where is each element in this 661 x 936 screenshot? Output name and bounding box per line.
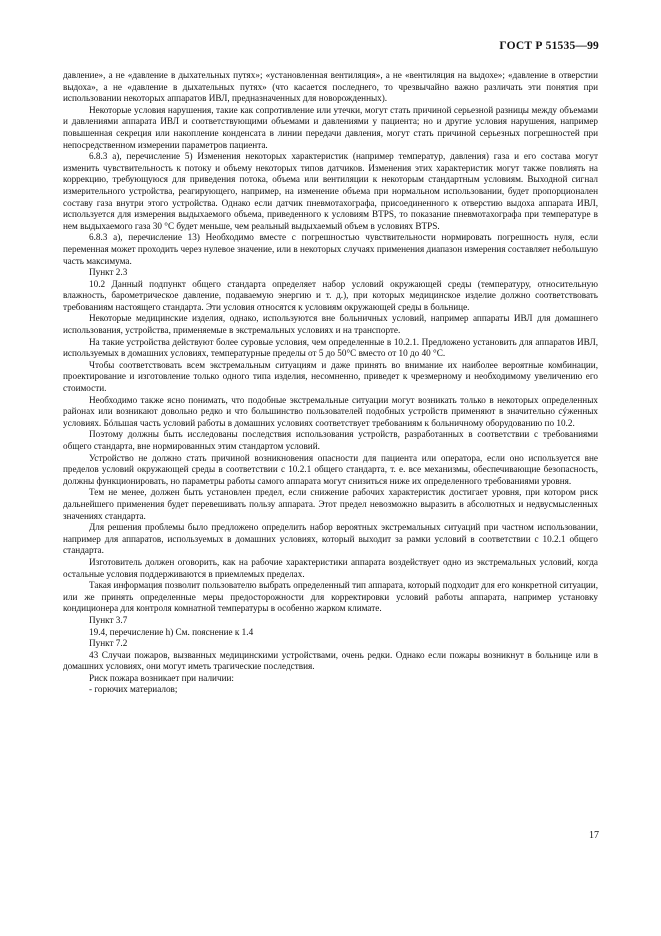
paragraph: Чтобы соответствовать всем экстремальным ситуациям и даже принять во внимание их наиболее вероятные комбинации, проектирование и изготовление только одного типа изделия, несомненно, приведет к чрезмерному и необходимому увеличению его стоимости. (63, 359, 598, 394)
paragraph: Устройство не должно стать причиной возникновения опасности для пациента или оператора, если оно используется вне пределов условий окружающей среды в соответствии с 10.2.1 общего стандарта, т. е. все механизмы, обеспечивающие безопасность, должны функционировать, но параметры работы самого аппарата могут снизиться ниже их определенного требованиями уровня. (63, 452, 598, 486)
paragraph: Некоторые условия нарушения, такие как сопротивление или утечки, могут стать причиной серьезной разницы между объемами и давлениями аппарата ИВЛ и соответствующими объемами и давлениями у пациента; но и другие условия нарушения, например повышенная секреция или накопление конденсата в линии передачи давления, могут стать причиной серьезных погрешностей при непосредственном измерении параметров пациента. (63, 104, 598, 150)
paragraph: Изготовитель должен оговорить, как на рабочие характеристики аппарата воздействует одно из экстремальных условий, когда остальные условия поддерживаются в приемлемых пределах. (63, 556, 598, 579)
paragraph: 6.8.3 а), перечисление 5) Изменения некоторых характеристик (например температур, давления) газа и его состава могут изменить чувствительность к потоку и объему некоторых типов датчиков. Изменения этих характеристик могут также повлиять на коррекцию, требующуюся для приведения потока, объема или вентиляции к некоторым стандартным условиям. Выходной сигнал измерительного устройства, реагирующего, например, на изменение объема при нормальном использовании, будет пропорционален составу газа внутри этого устройства. Однако если датчик пневмотахографа, присоединенного к отверстию выдоха аппарата ИВЛ, используется для измерения выдыхаемого объема, приведенного к условиям BTPS, то показание пневмотахографа при температуре в нем выдыхаемого газа 30 °С будет меньше, чем реальный выдыхаемый объем в условиях BTPS. (63, 151, 598, 231)
paragraph: - горючих материалов; (89, 684, 178, 695)
paragraph: 43 Случаи пожаров, вызванных медицинскими устройствами, очень редки. Однако если пожары возникнут в больнице или в домашних условиях, они могут иметь трагические последствия. (63, 649, 598, 672)
paragraph: Тем не менее, должен быть установлен предел, если снижение рабочих характеристик достигает уровня, при котором риск дальнейшего применения будет перевешивать пользу аппарата. Этот предел невозможно выразить в абсолютных и недвусмысленных значениях стандарта. (63, 487, 598, 521)
paragraph: Некоторые медицинские изделия, однако, используются вне больничных условий, например аппараты ИВЛ для домашнего использования, устройства, применяемые в экстремальных условиях и на транспорте. (63, 313, 598, 336)
paragraph: Для решения проблемы было предложено определить набор вероятных экстремальных ситуаций при частном использовании, например для аппаратов, используемых в домашних условиях, который выходит за рамки условий в соответствии с 10.2.1 общего стандарта. (63, 522, 598, 556)
paragraph: 19.4, перечисление h) См. пояснение к 1.4 (89, 626, 254, 637)
paragraph: Необходимо также ясно понимать, что подобные экстремальные ситуации могут возникать только в некоторых определенных районах или возникают довольно редко и что большинство пользователей подобных устройств применяют в значительно сýженных условиях. Бóльшая часть условий работы в домашних условиях соответствует требованиям к больничному оборудованию по 10.2. (63, 394, 598, 428)
paragraph: Такая информация позволит пользователю выбрать определенный тип аппарата, который подходит для его конкретной ситуации, или же принять определенные меры предосторожности для корректировки условий работы аппарата, например установку кондиционера для контроля комнатной температуры в особенно жарком климате. (63, 580, 598, 614)
document-header: ГОСТ Р 51535—99 (499, 40, 599, 52)
paragraph: давление», а не «давление в дыхательных путях»; «установленная вентиляция», а не «вентиляция на выдохе»; «давление в отверстии выдоха», а не «давление в дыхательных путях» (что касается последнего, то чрезвычайно важно различать эти понятия при использовании некоторых аппаратов ИВЛ, предназначенных для новорожденных). (63, 70, 598, 104)
page-number: 17 (589, 830, 599, 841)
paragraph: Пункт 3.7 (89, 614, 128, 625)
paragraph: Пункт 7.2 (89, 638, 128, 649)
paragraph: 10.2 Данный подпункт общего стандарта определяет набор условий окружающей среды (температуру, относительную влажность, барометрическое давление, подаваемую энергию и т. д.), при которых медицинское изделие должно соответствовать требованиям настоящего стандарта. Эти условия относятся к условиям окружающей среды в больнице. (63, 278, 598, 312)
paragraph: 6.8.3 а), перечисление 13) Необходимо вместе с погрешностью чувствительности нормировать погрешность нуля, если переменная может проходить через нулевое значение, или в некоторых случаях применения диапазон измерения составляет небольшую часть максимума. (63, 232, 598, 266)
paragraph: Поэтому должны быть исследованы последствия использования устройств, разработанных в соответствии с требованиями общего стандарта, вне нормированных этим стандартом условий. (63, 429, 598, 451)
paragraph: Пункт 2.3 (89, 267, 128, 278)
paragraph: Риск пожара возникает при наличии: (89, 672, 234, 683)
paragraph: На такие устройства действуют более суровые условия, чем определенные в 10.2.1. Предложено установить для аппаратов ИВЛ, используемых в домашних условиях, температурные пределы от 5 до 50°С вместо от 10 до 40 °С. (63, 336, 598, 359)
document-body (63, 70, 598, 696)
